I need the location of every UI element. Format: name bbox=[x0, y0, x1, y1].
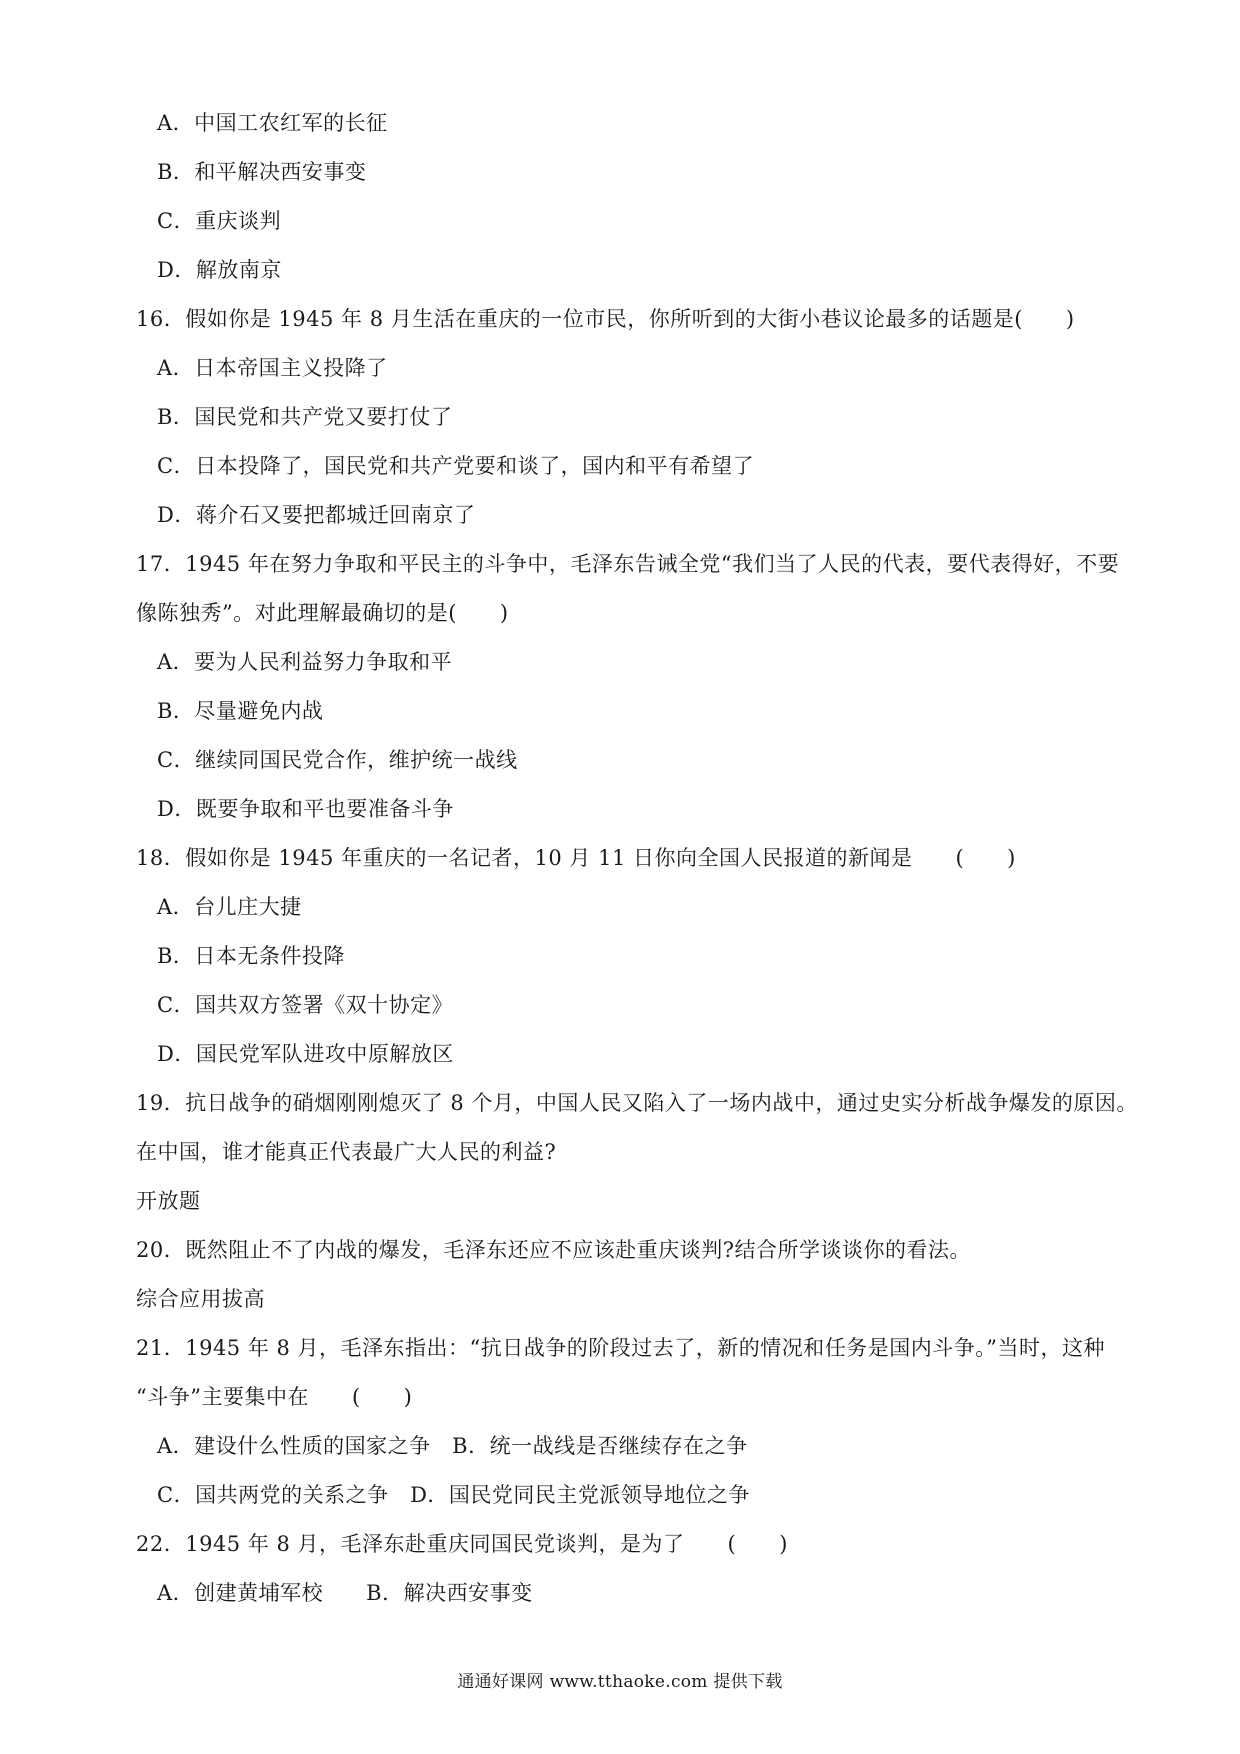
page-footer: 通通好课网 www.tthaoke.com 提供下载 bbox=[457, 1672, 783, 1692]
q21-stem-line1: 21．1945 年 8 月，毛泽东指出：“抗日战争的阶段过去了，新的情况和任务是国内斗争。”当时，这种 bbox=[136, 1336, 1106, 1360]
q22-options-row1: A．创建黄埔军校 B．解决西安事变 bbox=[157, 1581, 533, 1605]
q16-option-b: B．国民党和共产党又要打仗了 bbox=[157, 405, 453, 429]
q18-option-c: C．国共双方签署《双十协定》 bbox=[157, 993, 454, 1017]
section-heading-applied: 综合应用拔高 bbox=[136, 1287, 265, 1311]
q15-option-a: A．中国工农红军的长征 bbox=[157, 111, 388, 135]
q17-option-c: C．继续同国民党合作，维护统一战线 bbox=[157, 748, 518, 772]
q17-stem-line2: 像陈独秀”。对此理解最确切的是( ) bbox=[136, 601, 509, 625]
q18-stem: 18．假如你是 1945 年重庆的一名记者，10 月 11 日你向全国人民报道的新闻是 ( ) bbox=[136, 846, 1016, 870]
q16-option-c: C．日本投降了，国民党和共产党要和谈了，国内和平有希望了 bbox=[157, 454, 755, 478]
q19-stem-line2: 在中国，谁才能真正代表最广大人民的利益? bbox=[136, 1140, 557, 1164]
q17-option-b: B．尽量避免内战 bbox=[157, 699, 324, 723]
q15-option-b: B．和平解决西安事变 bbox=[157, 160, 367, 184]
q22-stem: 22．1945 年 8 月，毛泽东赴重庆同国民党谈判，是为了 ( ) bbox=[136, 1532, 788, 1556]
q21-options-row1: A．建设什么性质的国家之争 B．统一战线是否继续存在之争 bbox=[157, 1434, 748, 1458]
q17-option-a: A．要为人民利益努力争取和平 bbox=[157, 650, 453, 674]
q16-option-d: D．蒋介石又要把都城迁回南京了 bbox=[157, 503, 476, 527]
q18-option-a: A．台儿庄大捷 bbox=[157, 895, 302, 919]
q20-stem: 20．既然阻止不了内战的爆发，毛泽东还应不应该赴重庆谈判?结合所学谈谈你的看法。 bbox=[136, 1238, 971, 1262]
q21-stem-line2: “斗争”主要集中在 ( ) bbox=[136, 1385, 413, 1409]
q17-stem-line1: 17．1945 年在努力争取和平民主的斗争中，毛泽东告诫全党“我们当了人民的代表，要代表得好，不要 bbox=[136, 552, 1120, 576]
q21-options-row2: C．国共两党的关系之争 D．国民党同民主党派领导地位之争 bbox=[157, 1483, 750, 1507]
q18-option-b: B．日本无条件投降 bbox=[157, 944, 345, 968]
section-heading-open: 开放题 bbox=[136, 1189, 201, 1213]
q16-stem: 16．假如你是 1945 年 8 月生活在重庆的一位市民，你所听到的大街小巷议论最多的话题是( ) bbox=[136, 307, 1075, 331]
q16-option-a: A．日本帝国主义投降了 bbox=[157, 356, 388, 380]
q15-option-c: C．重庆谈判 bbox=[157, 209, 282, 233]
q15-option-d: D．解放南京 bbox=[157, 258, 282, 282]
q18-option-d: D．国民党军队进攻中原解放区 bbox=[157, 1042, 454, 1066]
q17-option-d: D．既要争取和平也要准备斗争 bbox=[157, 797, 454, 821]
q19-stem-line1: 19．抗日战争的硝烟刚刚熄灭了 8 个月，中国人民又陷入了一场内战中，通过史实分析战争爆发的原因。 bbox=[136, 1091, 1138, 1115]
